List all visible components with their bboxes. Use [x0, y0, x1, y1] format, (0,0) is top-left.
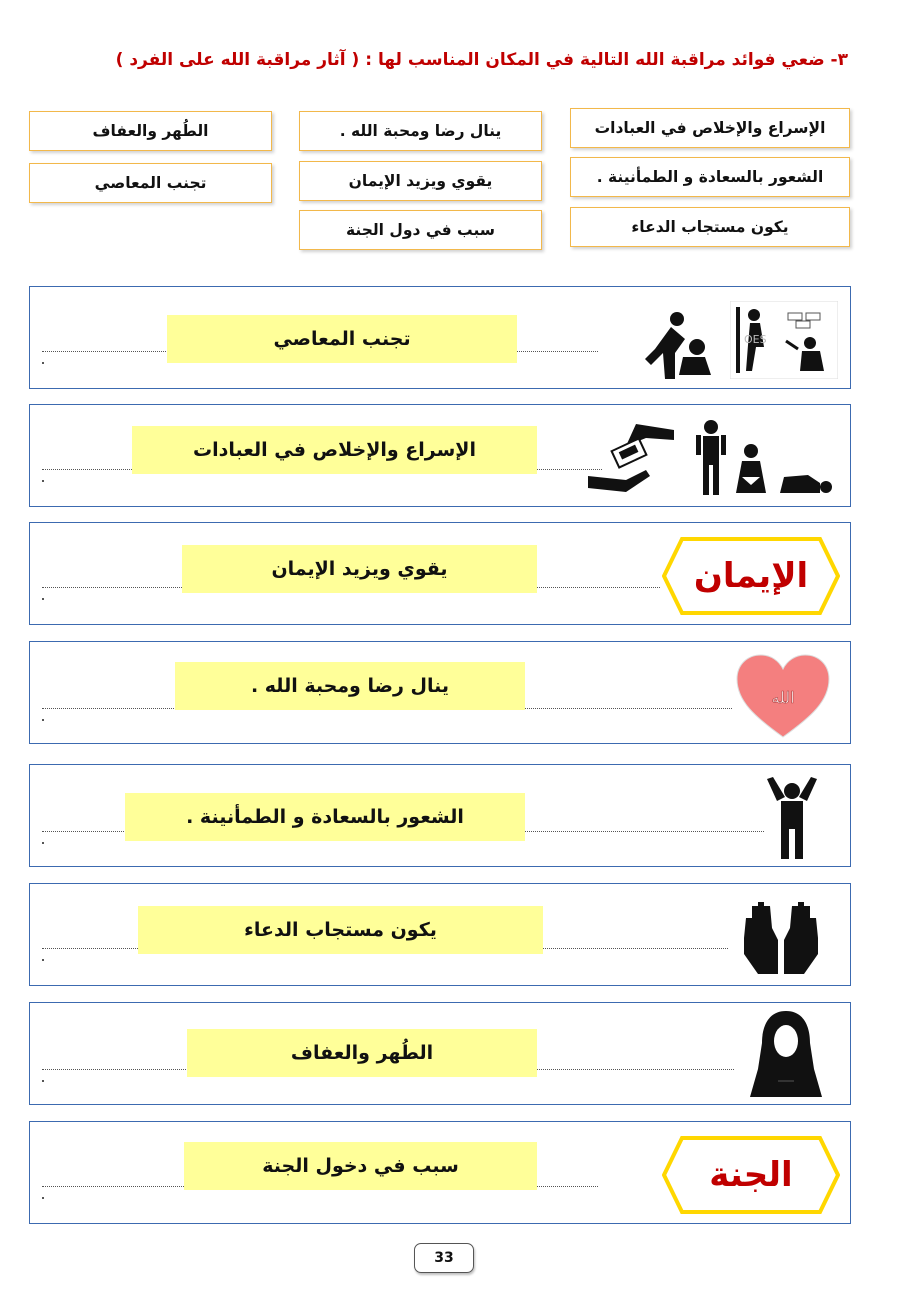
- dot: [42, 959, 44, 961]
- hijab-woman-icon: [748, 1009, 824, 1099]
- answer-row: [29, 404, 851, 507]
- option-box: الطُهر والعفاف: [29, 111, 272, 151]
- answer-highlight[interactable]: يقوي ويزيد الإيمان: [182, 545, 537, 593]
- dot: [42, 719, 44, 721]
- option-box: الشعور بالسعادة و الطمأنينة .: [570, 157, 850, 197]
- answer-highlight[interactable]: يكون مستجاب الدعاء: [138, 906, 543, 954]
- answer-highlight[interactable]: ينال رضا ومحبة الله .: [175, 662, 525, 710]
- hexagon-label: [662, 535, 840, 617]
- svg-text:OES: OES: [744, 333, 767, 346]
- heart-text: الله: [771, 688, 795, 707]
- prostrating-icon: [774, 463, 832, 495]
- hexagon-label-text: الإيمان: [693, 556, 809, 596]
- heart-allah-icon: [735, 653, 831, 741]
- option-box: يقوي ويزيد الإيمان: [299, 161, 542, 201]
- answer-highlight[interactable]: الطُهر والعفاف: [187, 1029, 537, 1077]
- charity-hands-icon: [586, 420, 678, 494]
- option-box: الإسراع والإخلاص في العبادات: [570, 108, 850, 148]
- dot: [42, 362, 44, 364]
- option-box: تجنب المعاصي: [29, 163, 272, 203]
- dot: [42, 1197, 44, 1199]
- option-box: ينال رضا ومحبة الله .: [299, 111, 542, 151]
- hexagon-label: [662, 1134, 840, 1216]
- helping-person-icon: [635, 309, 715, 381]
- option-box: يكون مستجاب الدعاء: [570, 207, 850, 247]
- answer-highlight[interactable]: سبب في دخول الجنة: [184, 1142, 537, 1190]
- answer-row: [29, 522, 851, 625]
- answer-row: [29, 1121, 851, 1224]
- praying-standing-icon: [694, 419, 728, 497]
- page-number: 33: [414, 1243, 474, 1273]
- answer-highlight[interactable]: الشعور بالسعادة و الطمأنينة .: [125, 793, 525, 841]
- sin-scene-icon: [730, 301, 838, 379]
- exercise-title: ٣- ضعي فوائد مراقبة الله التالية في المكان المناسب لها : ( آثار مراقبة الله على الفرد ): [115, 50, 848, 70]
- dua-hands-icon: [738, 898, 824, 978]
- answer-row: [29, 1002, 851, 1105]
- answer-row: [29, 883, 851, 986]
- reading-quran-icon: [734, 443, 768, 495]
- answer-row: [29, 641, 851, 744]
- hexagon-label-text: الجنة: [709, 1155, 793, 1195]
- dot: [42, 480, 44, 482]
- option-box: سبب في دول الجنة: [299, 210, 542, 250]
- answer-row: [29, 286, 851, 389]
- answer-row: [29, 764, 851, 867]
- dot: [42, 1080, 44, 1082]
- dot: [42, 598, 44, 600]
- dot: [42, 842, 44, 844]
- answer-highlight[interactable]: الإسراع والإخلاص في العبادات: [132, 426, 537, 474]
- answer-highlight[interactable]: تجنب المعاصي: [167, 315, 517, 363]
- happy-person-icon: [763, 775, 821, 861]
